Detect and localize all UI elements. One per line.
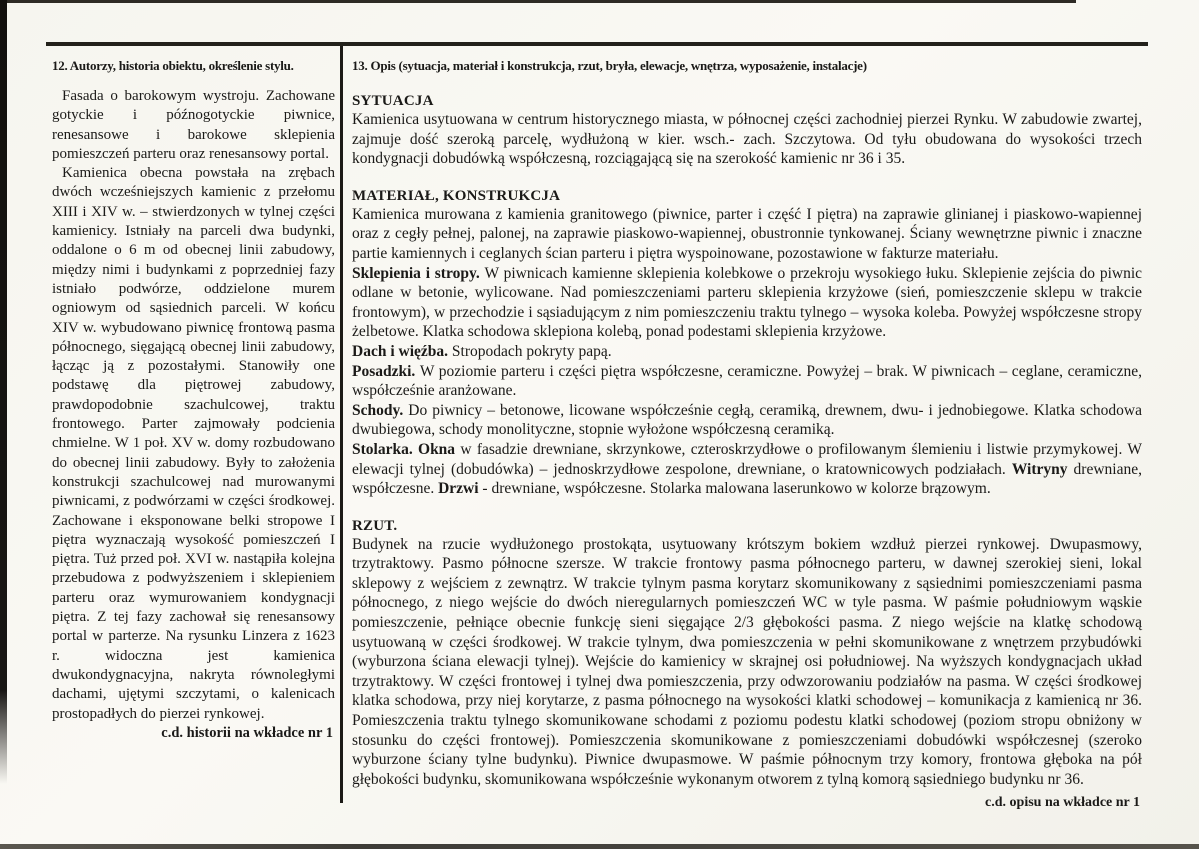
section-rzut [352, 518, 1142, 790]
left-column [52, 58, 335, 742]
body-paragraph [352, 535, 1142, 790]
body-paragraph [352, 362, 1142, 401]
section-title: SYTUACJA [352, 93, 434, 109]
text-run: Kamienica usytuowana w centrum historycznego miasta, w północnej części zachodniej pierzei Rynku. W zabudowie zwartej, zajmuje dość szeroką parcelę, wydłużoną w kier. wsch.- zach. Szczytowa. Od tyłu obudowana do wysokości trzech kondygnacji dobudówką współczesną, rozciągającą się na szerokość kamienic nr 36 i 35. [352, 111, 1142, 168]
right-column-body [352, 93, 1142, 789]
bold-run: Dach i więźba. [352, 342, 452, 360]
bold-run: Sklepienia i stropy. [352, 264, 485, 282]
text-run: Do piwnicy – betonowe, licowane współcześnie cegłą, ceramiką, drewnem, dwu- i jednobiegowe. Klatka schodowa dwubiegowa, schody monolityczne, stopnie wyłożone współczesną ceramiką. [352, 401, 1143, 439]
left-column-header: 12. Autorzy, historia obiektu, określenie stylu. [52, 58, 294, 73]
section-title: MATERIAŁ, KONSTRUKCJA [352, 187, 561, 204]
left-continuation-note: c.d. historii na wkładce nr 1 [161, 724, 333, 741]
text-run: W piwnicach kamienne sklepienia kolebkowe o przekroju wysokiego łuku. Sklepienie zejścia do piwnic odlane w betonie, wylicowane. Nad pomieszczeniami parteru sklepienia krzyżowe (sień, pomieszczenie sklepu w trakcie frontowym), w przechodzie i sąsiadującym z nim pomieszczeniu traktu tylnego – wysoka koleba. Powyżej współczesne stropy żelbetowe. Klatka schodowa sklepiona kolebą, ponad podestami sklepienia krzyżowe. [352, 264, 1143, 341]
bold-run: Witryny [1011, 460, 1074, 478]
column-divider [340, 46, 343, 803]
text-run: W poziomie parteru i części piętra współczesne, ceramiczne. Powyżej – brak. W piwnicach – ceglane, ceramiczne, współcześnie aranżowane. [352, 362, 1142, 400]
body-paragraph [352, 110, 1142, 169]
left-column-body [52, 87, 335, 724]
page-bottom-edge [0, 844, 1199, 849]
body-paragraph [352, 401, 1142, 440]
text-run: Kamienica murowana z kamienia granitowego (piwnice, parter i część I piętra) na zaprawie glinianej i piaskowo-wapiennej oraz z cegły pełnej, palonej, na zaprawie piaskowo-wapiennej, obustronnie tynkowanej. Ściany wewnętrzne piwnic i znaczne partie kamiennych i ceglanych ścian parteru i piętra wyspoinowane, pozostawione w fakturze materiału. [352, 205, 1142, 262]
body-paragraph [352, 342, 1142, 362]
text-run: - drewniane, współczesne. Stolarka malowana laserunkowo w kolorze brązowym. [482, 480, 991, 498]
body-paragraph: Kamienica obecna powstała na zrębach dwóch wcześniejszych kamienic z przełomu XIII i XIV w. – stwierdzonych w tylnej części kamienicy. Istniały na parceli dwa budynki, oddalone o 6 m od obecnej linii zabudowy, między nimi i budynkami z poprzedniej fazy istniało podwórze, oddzielone murem ogniowym od sąsiednich parceli. W końcu XIV w. wybudowano piwnicę frontową pasma północnego, sięgającą obecnej linii zabudowy, łącząc ją z pozostałymi. Stanowiły one podstawę dla piętrowej zabudowy, prawdopodobnie szachulcowej, traktu frontowego. Parter zajmowały podcienia chmielne. W 1 poł. XV w. domy rozbudowano do obecnej linii zabudowy. Były to założenia konstrukcji szachulcowej nad murowanymi piwnicami, z podwórzami w części środkowej. Zachowane i eksponowane belki stropowe I piętra wyznaczają wysokość pomieszczeń I piętra. Tuż przed poł. XVI w. nastąpiła kolejna przebudowa z podwyższeniem i sklepieniem parteru oraz wymurowaniem kondygnacji piętra. Z tej fazy zachował się renesansowy portal w parterze. Na rysunku Linzera z 1623 r. widoczna jest kamienica dwukondygnacyjna, nakryta równoległymi dachami, ujętymi szczytami, o kalenicach prostopadłych do pierzei rynkowej. [52, 165, 335, 722]
bold-run: Drzwi [438, 480, 483, 498]
bold-run: Schody. [352, 401, 409, 419]
bold-run: Posadzki. [352, 362, 420, 380]
text-run: drewniane, współczesne. [352, 460, 1142, 498]
section-materia-konstrukcja [352, 188, 1142, 499]
body-paragraph: Fasada o barokowym wystroju. Zachowane gotyckie i późnogotyckie piwnice, renesansowe i barokowe sklepienia pomieszczeń parteru oraz renesansowy portal. [52, 88, 335, 162]
page-left-edge [0, 0, 7, 784]
section-title: RZUT. [352, 517, 398, 534]
body-paragraph [352, 205, 1142, 264]
text-run: Stropodach pokryty papą. [451, 342, 612, 360]
right-column [352, 58, 1142, 811]
body-paragraph [352, 264, 1142, 342]
body-paragraph [352, 440, 1142, 499]
section-sytuacja [352, 93, 1142, 169]
page-top-edge [0, 0, 1076, 3]
right-column-header: 13. Opis (sytuacja, materiał i konstrukcja, rzut, bryła, elewacje, wnętrza, wyposażenie, instalacje) [352, 58, 867, 73]
text-run: Budynek na rzucie wydłużonego prostokąta, usytuowany krótszym bokiem wzdłuż pierzei rynkowej. Dwupasmowy, trzytraktowy. Pasmo północne szersze. W trakcie frontowy pasma północnego parteru, w dawnej szerokiej sieni, lokal sklepowy z wejściem z zewnątrz. W trakcie tylnym pasma korytarz skomunikowany z sąsiednimi pomieszczeniami pasma północnego, z niego wejście do dwóch nieregularnych pomieszczeń WC w tyle pasma. W paśmie południowym wąskie pomieszczenie, pełniące obecnie funkcję sieni sięgające 2/3 głębokości pasma. Z niego wejście na klatkę schodową usytuowaną w części środkowej. W trakcie tylnym, dwa pomieszczenia w pełni skomunikowane z wnętrzem przybudówki (wyburzona ściana elewacji tylnej). Wejście do kamienicy w skrajnej osi południowej. Na wyższych kondygnacjach układ trzytraktowy. W części frontowej i tylnej dwa pomieszczenia, przy odwzorowaniu podziałów na pasma. W części środkowej klatka schodowa, przy niej korytarze, z pasma północnego na wysokości klatki schodowej – komunikacja z kamienicą nr 36. Pomieszczenia traktu tylnego skomunikowane schodami z poziomu podestu klatki schodowej (poziom stropu obniżony w stosunku do części frontowej). Pomieszczenia skomunikowane z pomieszczeniami dobudówki współczesnej (szeroko wyburzone ściany tylne budynku). Piwnice dwupasmowe. W paśmie północnym trzy komory, frontowa głęboka na pół głębokości budynku, skomunikowana współcześnie wykonanym otworem z tylną komorą sąsiedniego budynku nr 36. [352, 535, 1142, 788]
top-rule [46, 42, 1148, 46]
bold-run: Stolarka. Okna [352, 440, 461, 458]
text-run: w fasadzie drewniane, skrzynkowe, czteroskrzydłowe o profilowanym ślemieniu i listwie przymykowej. W elewacji tylnej (dobudówka) – jednoskrzydłowe zespolone, drewniane, o kratownicowych podziałach. [352, 440, 1143, 478]
right-continuation-note: c.d. opisu na wkładce nr 1 [985, 795, 1140, 811]
